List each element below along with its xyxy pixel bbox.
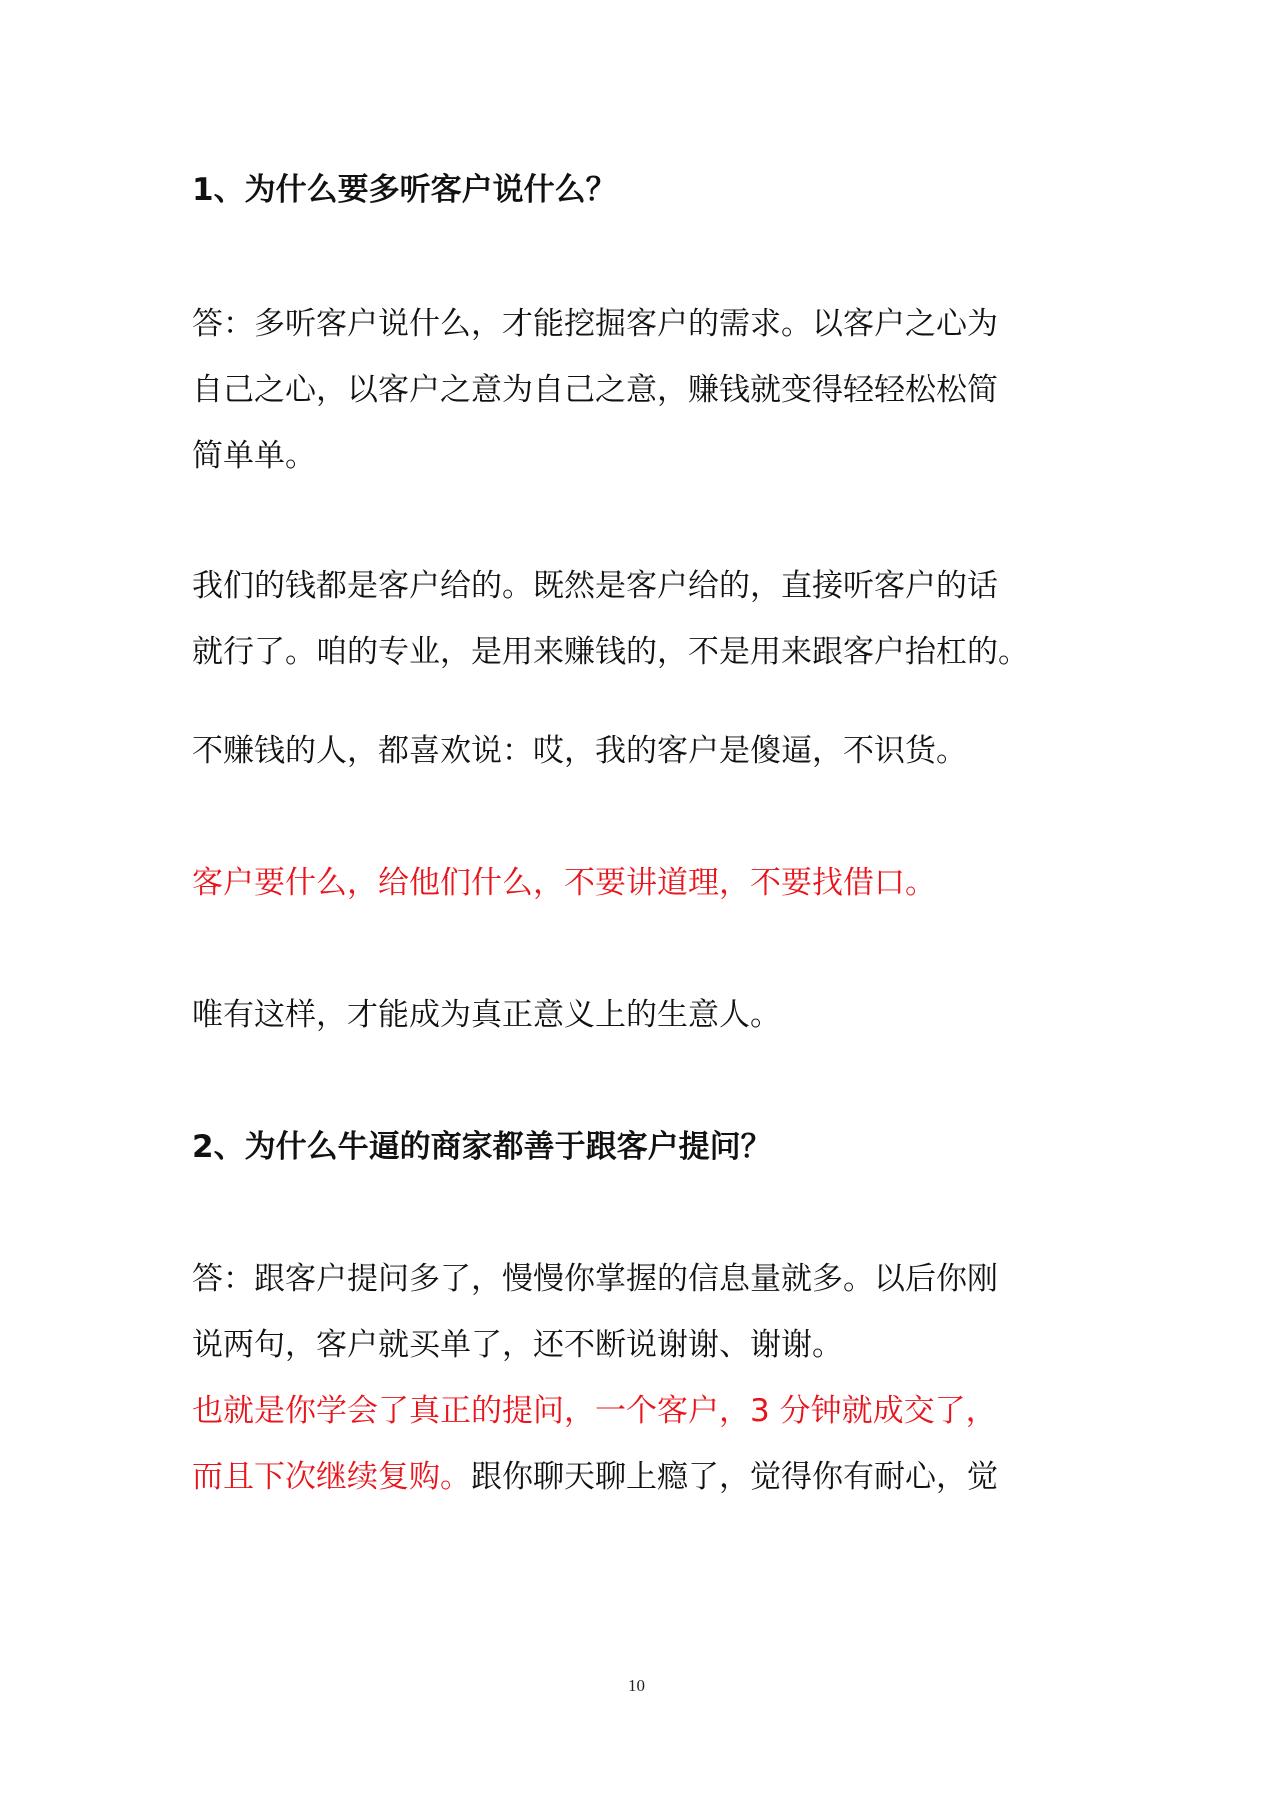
q2-highlight (192, 1378, 1092, 1510)
q1-answer-line: 自己之心，以客户之意为自己之意，赚钱就变得轻轻松松简 (192, 372, 998, 408)
q2-heading (192, 1114, 1092, 1180)
q1-answer-line: 答：多听客户说什么，才能挖掘客户的需求。以客户之心为 (192, 306, 998, 342)
q2-highlight-line-1: 也就是你学会了真正的提问，一个客户，3 分钟就成交了， (192, 1393, 997, 1429)
q1-answer-line: 简单单。 (192, 438, 316, 474)
q2-answer (192, 1246, 1092, 1378)
q1-para2-line: 我们的钱都是客户给的。既然是客户给的，直接听客户的话 (192, 568, 998, 604)
q1-highlight-text: 客户要什么，给他们什么，不要讲道理，不要找借口。 (192, 865, 936, 901)
q2-heading-text: 2、为什么牛逼的商家都善于跟客户提问？ (192, 1129, 772, 1165)
q1-highlight (192, 850, 1092, 916)
q2-highlight-red-part: 而且下次继续复购。 (192, 1459, 471, 1495)
q1-paragraph-5 (192, 982, 1092, 1048)
q1-heading-text: 1、为什么要多听客户说什么？ (192, 172, 617, 208)
page-number: 10 (628, 1676, 645, 1695)
q2-highlight-line-2 (192, 1444, 1092, 1510)
q2-highlight-rest: 跟你聊天聊上瘾了，觉得你有耐心，觉 (471, 1459, 998, 1495)
q1-paragraph-2 (192, 553, 1092, 685)
q1-para2-line: 就行了。咱的专业，是用来赚钱的，不是用来跟客户抬杠的。 (192, 634, 1029, 670)
q1-heading (192, 157, 1092, 223)
q2-answer-line: 答：跟客户提问多了，慢慢你掌握的信息量就多。以后你刚 (192, 1261, 998, 1297)
q1-para3-text: 不赚钱的人，都喜欢说：哎，我的客户是傻逼，不识货。 (192, 733, 967, 769)
q1-answer (192, 291, 1092, 489)
q1-paragraph-3 (192, 718, 1092, 784)
q2-answer-line: 说两句，客户就买单了，还不断说谢谢、谢谢。 (192, 1327, 843, 1363)
q1-para5-text: 唯有这样，才能成为真正意义上的生意人。 (192, 997, 781, 1033)
